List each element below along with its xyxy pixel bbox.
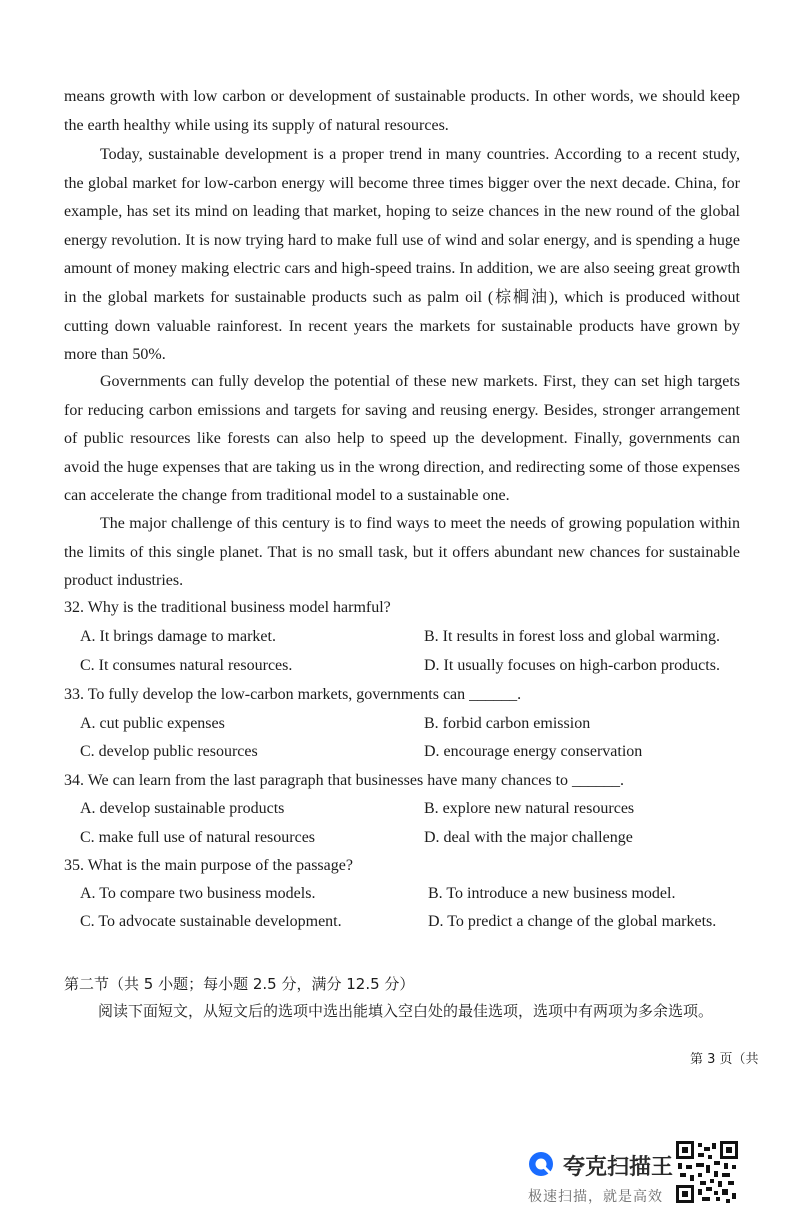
question-34-option-d: D. deal with the major challenge (424, 829, 633, 846)
passage-paragraph-4: The major challenge of this century is to find ways to meet the needs of growing population within the limits of this single planet. That is no small task, but it offers abundant new chances for sustainable product industries. (64, 515, 740, 590)
question-32-option-a: A. It brings damage to market. (80, 628, 276, 645)
section-instruction: 阅读下面短文，从短文后的选项中选出能填入空白处的最佳选项，选项中有两项为多余选项。 (98, 1002, 714, 1020)
question-32-option-d: D. It usually focuses on high-carbon products. (424, 657, 720, 674)
passage-paragraph-1: means growth with low carbon or development of sustainable products. In other words, we should keep the earth healthy while using its supply of natural resources. (64, 88, 740, 134)
question-34-option-a: A. develop sustainable products (80, 800, 285, 817)
question-33-stem: 33. To fully develop the low-carbon markets, governments can ______. (64, 686, 522, 703)
question-33-option-c: C. develop public resources (80, 743, 258, 760)
question-35-stem: 35. What is the main purpose of the passage? (64, 857, 353, 874)
question-33-option-d: D. encourage energy conservation (424, 743, 643, 760)
question-35-option-d: D. To predict a change of the global markets. (428, 913, 717, 930)
question-33-option-a: A. cut public expenses (80, 715, 225, 732)
question-33-option-b: B. forbid carbon emission (424, 715, 591, 732)
question-35-option-b: B. To introduce a new business model. (428, 885, 676, 902)
question-34-option-c: C. make full use of natural resources (80, 829, 316, 846)
question-32-option-b: B. It results in forest loss and global warming. (424, 628, 720, 645)
page-number: 第 3 页（共 (690, 1052, 759, 1067)
question-35-option-c: C. To advocate sustainable development. (80, 913, 342, 930)
question-34-option-b: B. explore new natural resources (424, 800, 635, 817)
question-34-stem: 34. We can learn from the last paragraph that businesses have many chances to ______. (64, 772, 625, 789)
question-35-option-a: A. To compare two business models. (80, 885, 316, 902)
quark-logo-icon (528, 1151, 554, 1177)
passage-paragraph-3: Governments can fully develop the potential of these new markets. First, they can set high targets for reducing carbon emissions and targets for saving and reusing energy. Besides, stronger arrangement of public resources like forests can also help to speed up the development. Finally, governments can avoid the huge expenses that are taking us in the wrong direction, and redirecting some of those expenses can accelerate the change from traditional model to a sustainable one. (64, 373, 740, 505)
section-heading: 第二节（共 5 小题；每小题 2.5 分，满分 12.5 分） (64, 975, 415, 993)
watermark-title: 夸克扫描王 (563, 1155, 674, 1180)
passage-paragraph-2: Today, sustainable development is a proper trend in many countries. According to a recent study, the global market for low-carbon energy will become three times bigger over the next decade. China, for example, has set its mind on leading that market, hoping to seize chances in the new round of the global energy revolution. It is now trying hard to make full use of wind and solar energy, and is spending a huge amount of money making electric cars and high-speed trains. In addition, we are also seeing great growth in the global markets for sustainable products such as palm oil (棕榈油), which is produced without cutting down valuable rainforest. In recent years the markets for sustainable products have grown by more than 50%. (64, 146, 740, 364)
question-32-stem: 32. Why is the traditional business model harmful? (64, 599, 391, 616)
watermark-subtitle: 极速扫描，就是高效 (528, 1189, 663, 1205)
question-32-option-c: C. It consumes natural resources. (80, 657, 293, 674)
qr-code-icon (676, 1141, 738, 1203)
